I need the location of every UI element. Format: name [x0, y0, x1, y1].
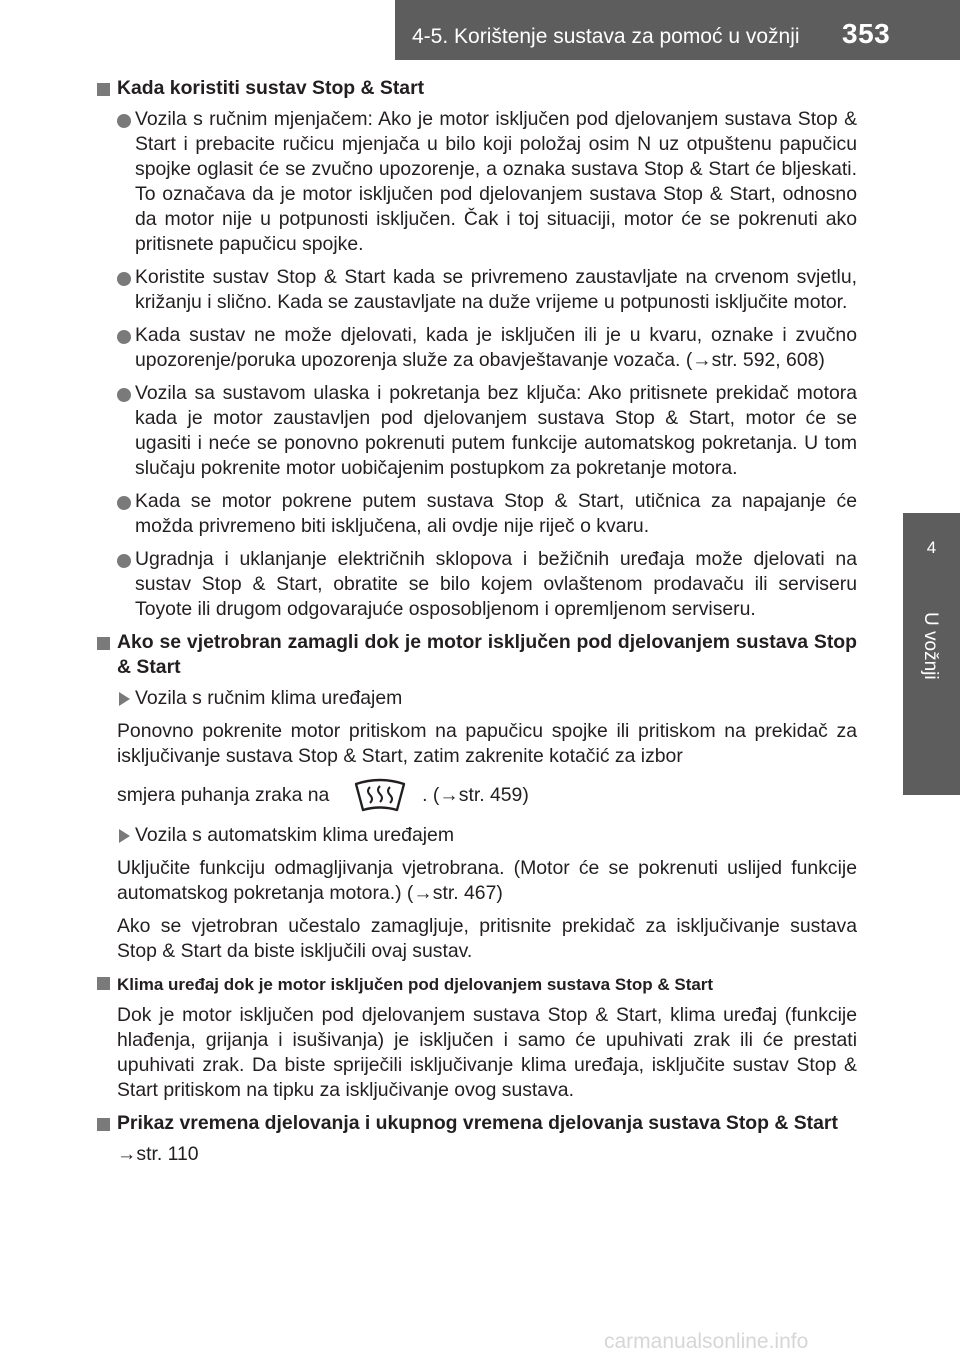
square-bullet-icon	[97, 1118, 110, 1131]
page-content	[95, 76, 857, 1175]
list-item	[95, 107, 857, 257]
paragraph: Ako se vjetrobran učestalo zamagljuje, pritisnite prekidač za isključivanje sustava Stop & Start da biste isključili ovaj sustav.	[117, 915, 857, 962]
chapter-number: 4	[926, 538, 937, 557]
circle-bullet-icon	[117, 496, 131, 510]
page-reference: →str. 110	[117, 1143, 199, 1165]
list-item	[95, 547, 857, 622]
sub-heading	[95, 686, 857, 711]
list-item	[95, 265, 857, 315]
list-item-text: Ugradnja i uklanjanje električnih sklopova i bežičnih uređaja može djelovati na sustav Stop & Start, obratite se bilo kojem ovlaštenom prodavaču ili serviseru Toyote ili drugom odgovarajuće osposobljenom i opremljenom serviseru.	[135, 548, 857, 620]
list-item	[95, 323, 857, 373]
paragraph: Ponovno pokrenite motor pritiskom na papučicu spojke ili pritiskom na prekidač za isključivanje sustava Stop & Start, zatim zakrenite kotačić za izbor	[117, 720, 857, 767]
list-item-text: Koristite sustav Stop & Start kada se privremeno zaustavljate na crvenom svjetlu, križanju i slično. Kada se zaustavljate na duže vrijeme u potpunosti isključite motor.	[135, 266, 857, 313]
page-number: 353	[842, 18, 891, 49]
section-heading	[95, 1111, 857, 1136]
sub-heading-text: Vozila s automatskim klima uređajem	[135, 824, 454, 846]
paragraph-text: . (→str. 459)	[422, 784, 529, 806]
watermark: carmanualsonline.info	[604, 1330, 809, 1353]
windshield-defroster-icon	[353, 778, 407, 814]
section-heading-text: Ako se vjetrobran zamagli dok je motor isključen pod djelovanjem sustava Stop & Start	[117, 631, 857, 678]
circle-bullet-icon	[117, 388, 131, 402]
list-item-text: Vozila sa sustavom ulaska i pokretanja bez ključa: Ako pritisnete prekidač motora kada je motor zaustavljen pod djelovanjem sustava Stop & Start, motor će se ugasiti i neće se ponovno pokrenuti putem funkcije automatskog pokretanja. U tom slučaju pokrenite motor uobičajenim postupkom za pokretanje motora.	[135, 382, 857, 479]
chapter-label: U vožnji	[920, 612, 941, 680]
list-item	[95, 381, 857, 481]
section-heading-text: Prikaz vremena djelovanja i ukupnog vremena djelovanja sustava Stop & Start	[117, 1112, 838, 1134]
list-item	[95, 489, 857, 539]
circle-bullet-icon	[117, 330, 131, 344]
list-item-text: Kada se motor pokrene putem sustava Stop & Start, utičnica za napajanje će možda privremeno biti isključena, ali ovdje nije riječ o kvaru.	[135, 490, 857, 537]
section-heading	[95, 76, 857, 101]
square-bullet-icon	[97, 977, 110, 990]
paragraph-text: smjera puhanja zraka na	[117, 784, 330, 806]
paragraph-with-icon	[95, 775, 857, 815]
paragraph: Dok je motor isključen pod djelovanjem sustava Stop & Start, klima uređaj (funkcije hlađenja, grijanja i isušivanja) je isključen i samo će upuhivati zrak ili će prestati upuhivati zrak. Da biste spriječili isključivanje klima uređaja, isključite sustav Stop & Start pritiskom na tipku za isključivanje ovog sustava.	[117, 1004, 857, 1101]
triangle-bullet-icon	[119, 829, 130, 843]
list-item-text: Vozila s ručnim mjenjačem: Ako je motor isključen pod djelovanjem sustava Stop & Start i prebacite ručicu mjenjača u bilo koji položaj osim N uz otpuštenu papučicu spojke oglasit će se zvučno upozorenje, a oznaka sustava Stop & Start će bljeskati. To označava da je motor isključen pod djelovanjem sustava Stop & Start, odnosno da motor nije u potpunosti isključen. Čak i toj situaciji, motor će se pokrenuti ako pritisnete papučicu spojke.	[135, 108, 857, 255]
section-heading	[95, 630, 857, 680]
section-heading-text: Kada koristiti sustav Stop & Start	[117, 77, 425, 99]
sub-heading	[95, 823, 857, 848]
list-item-text: Kada sustav ne može djelovati, kada je isključen ili je u kvaru, oznake i zvučno upozorenje/poruka upozorenja služe za obavještavanje vozača. (→str. 592, 608)	[135, 324, 857, 371]
section-heading	[95, 972, 857, 997]
square-bullet-icon	[97, 83, 110, 96]
circle-bullet-icon	[117, 272, 131, 286]
circle-bullet-icon	[117, 554, 131, 568]
triangle-bullet-icon	[119, 692, 130, 706]
circle-bullet-icon	[117, 114, 131, 128]
section-heading-text: Klima uređaj dok je motor isključen pod djelovanjem sustava Stop & Start	[117, 975, 714, 994]
header-section-title: 4-5. Korištenje sustava za pomoć u vožnji	[412, 25, 800, 48]
square-bullet-icon	[97, 637, 110, 650]
paragraph: Uključite funkciju odmagljivanja vjetrobrana. (Motor će se pokrenuti uslijed funkcije automatskog pokretanja motora.) (→str. 467)	[117, 857, 857, 904]
sub-heading-text: Vozila s ručnim klima uređajem	[135, 687, 403, 709]
